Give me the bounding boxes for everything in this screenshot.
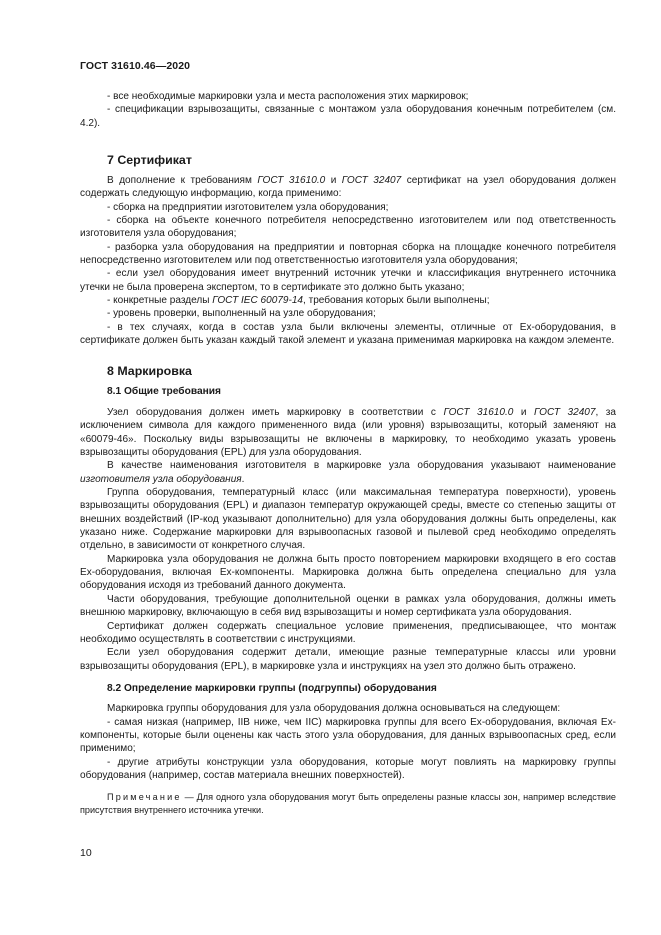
- section-heading-marking: 8 Маркировка: [107, 363, 192, 378]
- paragraph: Маркировка узла оборудования не должна быть просто повторением маркировки входящего в его состав Ех-оборудования, включая Ех-компоненты. Маркировка должна быть определена специально для узла оборудования исходя из требований данного документа.: [80, 553, 616, 592]
- list-item: - сборка на объекте конечного потребителя непосредственно изготовителем или под ответственность изготовителя узла оборудования;: [80, 215, 616, 240]
- reference: ГОСТ 32407: [341, 175, 402, 187]
- note: [80, 791, 616, 816]
- list-item: - уровень проверки, выполненный на узле оборудования;: [107, 308, 376, 320]
- note-text: — Для одного узла оборудования могут быть определены разные классы зон, например вследствие присутствия внутреннего источника утечки.: [80, 792, 616, 815]
- list-item: - разборка узла оборудования на предприятии и повторная сборка на площадке конечного потребителя непосредственно изготовителем или под ответственностью изготовителя узла оборудования;: [80, 241, 616, 267]
- paragraph: В качестве наименования изготовителя в маркировке узла оборудования указывают наименование изготовителя узла оборудования.: [80, 460, 616, 485]
- reference: ГОСТ 32407: [534, 407, 596, 418]
- paragraph: Части оборудования, требующие дополнительной оценки в рамках узла оборудования, должны иметь внешнюю маркировку, включающую в себя вид взрывозащиты и номер сертификата узла оборудования.: [80, 593, 616, 619]
- paragraph: Узел оборудования должен иметь маркировку в соответствии с ГОСТ 31610.0 и ГОСТ 32407, за исключением символа для каждого примененного вида (или уровня) взрывозащиты, который заменяют на «60079-46». Поскольку виды взрывозащиты не включены в маркировку, то необходимо указать уровень взрывозащиты оборудования (EPL) для узла оборудования.: [80, 407, 616, 459]
- list-item: - в тех случаях, когда в состав узла были включены элементы, отличные от Ех-оборудования, в сертификате должен быть указан каждый такой элемент и указана применимая маркировка на каждом элементе.: [80, 321, 616, 347]
- paragraph: Сертификат должен содержать специальное условие применения, предписывающее, что монтаж необходимо осуществлять в соответствии с инструкциями.: [80, 620, 616, 645]
- page-number: 10: [80, 847, 92, 859]
- list-item: - если узел оборудования имеет внутренний источник утечки и классификация внутреннего источника утечки не была проверена экспертом, то в сертификате это должно быть указано;: [80, 268, 616, 293]
- paragraph: В дополнение к требованиям ГОСТ 31610.0 и ГОСТ 32407 сертификат на узел оборудования должен содержать следующую информацию, когда применимо:: [80, 175, 616, 200]
- page-content: [80, 90, 616, 816]
- reference: ГОСТ IEC 60079-14: [212, 295, 304, 307]
- document-header: ГОСТ 31610.46—2020: [80, 60, 191, 72]
- paragraph: Если узел оборудования содержит детали, имеющие разные температурные классы или уровни взрывозащиты оборудования (EPL), в маркировке узла и инструкциях на узел это должно быть отражено.: [80, 647, 616, 672]
- list-item: - спецификации взрывозащиты, связанные с монтажом узла оборудования конечным потребителем (см. 4.2).: [80, 104, 616, 129]
- section-heading-certificate: 7 Сертификат: [107, 153, 192, 168]
- list-item: - сборка на предприятии изготовителем узла оборудования;: [107, 201, 389, 213]
- paragraph: Группа оборудования, температурный класс (или максимальная температура поверхности), уровень взрывозащиты оборудования (EPL) и диапазон температур окружающей среды, вместе со степенью защиты от внешних воздействий (IP-код указывают дополнительно) для узла оборудования должны быть определены, как указано ниже. Содержание маркировки для взрывоопасных газовой и пылевой сред необходимо определять отдельно, в зависимости от конкретного случая.: [80, 487, 616, 552]
- reference: ГОСТ 31610.0: [257, 175, 326, 187]
- list-item: - конкретные разделы ГОСТ IEC 60079-14, требования которых были выполнены;: [107, 295, 490, 307]
- subsection-heading-general: 8.1 Общие требования: [107, 385, 221, 397]
- paragraph: Маркировка группы оборудования для узла оборудования должна основываться на следующем:: [107, 703, 561, 715]
- subsection-heading-group-marking: 8.2 Определение маркировки группы (подгруппы) оборудования: [107, 682, 437, 694]
- emphasis: изготовителя узла оборудования: [80, 473, 242, 485]
- note-label: Примечание: [107, 792, 182, 803]
- list-item: - самая низкая (например, IIB ниже, чем IIC) маркировка группы для всего Ех-оборудования, включая Ех-компоненты, которые были оценены как часть этого узла оборудования, для данных взрывоопасных сред, если применимо;: [80, 716, 616, 755]
- list-item: - все необходимые маркировки узла и места расположения этих маркировок;: [107, 91, 469, 102]
- list-item: - другие атрибуты конструкции узла оборудования, которые могут повлиять на маркировку группы оборудования (например, состав материала внешних поверхностей).: [80, 756, 616, 782]
- reference: ГОСТ 31610.0: [443, 407, 514, 418]
